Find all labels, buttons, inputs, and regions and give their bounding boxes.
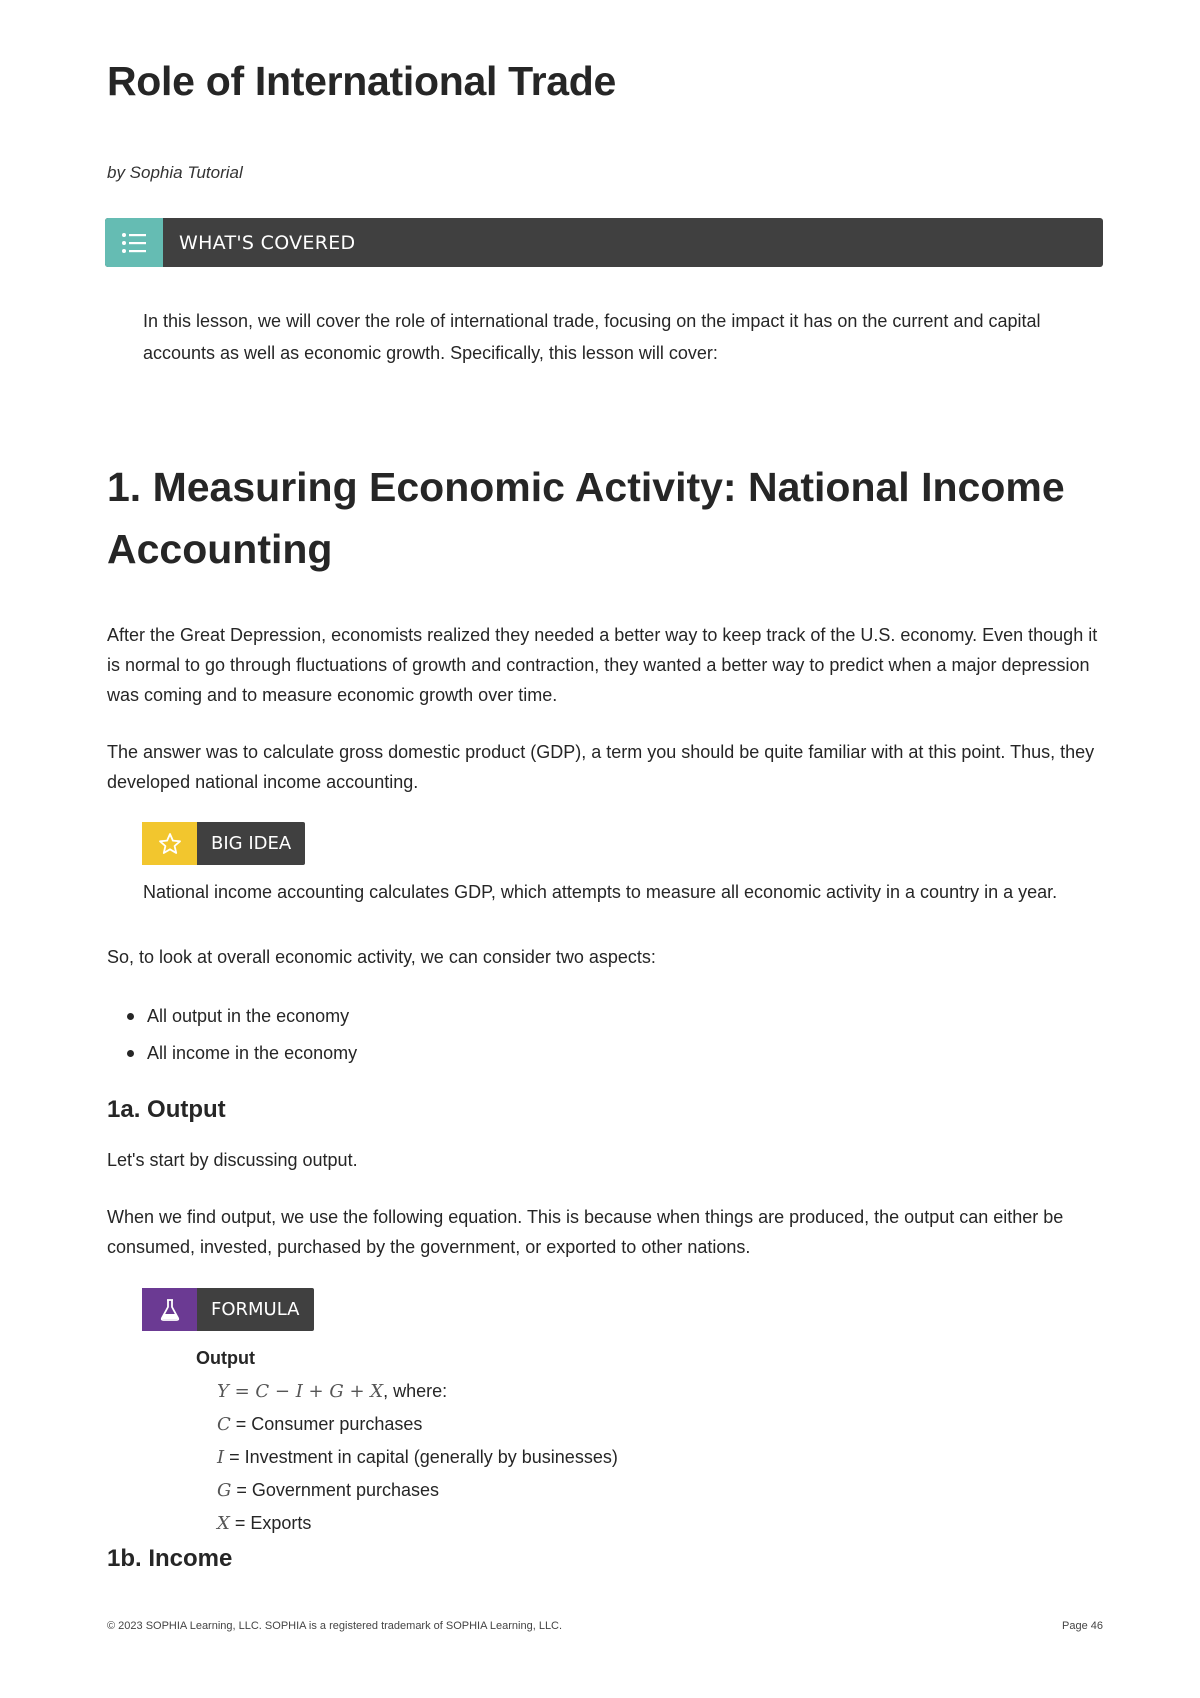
- whats-covered-banner: [105, 218, 1103, 267]
- formula-equation-suffix: , where:: [383, 1381, 448, 1401]
- big-idea-label: BIG IDEA: [211, 833, 292, 854]
- footer-page-number: Page 46: [1062, 1620, 1103, 1632]
- formula-icon-box: [142, 1288, 197, 1331]
- formula-equation: Y = C − I + G + X: [217, 1381, 384, 1402]
- term-symbol: I: [217, 1447, 225, 1468]
- section-1b-heading: 1b. Income: [107, 1545, 233, 1572]
- section-1a-heading: 1a. Output: [107, 1096, 226, 1123]
- list-item: All output in the economy: [107, 998, 357, 1035]
- formula-banner: [142, 1288, 314, 1331]
- term-definition: = Consumer purchases: [230, 1414, 423, 1434]
- formula-definitions: [217, 1375, 618, 1540]
- star-icon: [158, 832, 182, 856]
- whats-covered-text: In this lesson, we will cover the role of international trade, focusing on the impact it has on the current and capital accounts as well as economic growth. Specifically, this lesson will cover:: [143, 311, 1041, 363]
- list-icon: [121, 232, 147, 254]
- term-definition: = Exports: [229, 1513, 312, 1533]
- byline: by Sophia Tutorial: [107, 163, 243, 182]
- whats-covered-label: WHAT'S COVERED: [179, 231, 356, 254]
- list-item: All income in the economy: [107, 1035, 357, 1072]
- big-idea-icon-box: [142, 822, 197, 865]
- formula-equation-line: [217, 1375, 618, 1408]
- footer-copyright: © 2023 SOPHIA Learning, LLC. SOPHIA is a registered trademark of SOPHIA Learning, LLC.: [107, 1620, 563, 1632]
- big-idea-text: National income accounting calculates GDP, which attempts to measure all economic activity in a country in a year.: [143, 882, 1058, 902]
- term-symbol: C: [217, 1414, 231, 1435]
- section-1-paragraph-1: After the Great Depression, economists realized they needed a better way to keep track of the U.S. economy. Even though it is normal to go through fluctuations of growth and contraction, they wanted a better way to predict when a major depression was coming and to measure economic growth over time.: [107, 625, 1098, 705]
- aspects-intro: So, to look at overall economic activity, we can consider two aspects:: [107, 947, 656, 967]
- term-definition: = Investment in capital (generally by businesses): [224, 1447, 618, 1467]
- formula-term-g: [217, 1474, 618, 1507]
- term-symbol: G: [217, 1480, 232, 1501]
- whats-covered-icon-box: [105, 218, 163, 267]
- term-definition: = Government purchases: [231, 1480, 439, 1500]
- flask-icon: [159, 1298, 181, 1322]
- page-footer: [107, 1620, 1103, 1632]
- aspects-list: [107, 998, 357, 1072]
- section-1a-paragraph-2: When we find output, we use the following equation. This is because when things are produced, the output can either be consumed, invested, purchased by the government, or exported to other nations.: [107, 1207, 1064, 1257]
- section-1-paragraph-2: The answer was to calculate gross domestic product (GDP), a term you should be quite familiar with at this point. Thus, they developed national income accounting.: [107, 742, 1095, 792]
- section-1a-paragraph-1: Let's start by discussing output.: [107, 1150, 358, 1170]
- formula-term-c: [217, 1408, 618, 1441]
- formula-title: Output: [196, 1348, 255, 1368]
- term-symbol: X: [217, 1513, 230, 1534]
- big-idea-banner: [142, 822, 305, 865]
- document-title: Role of International Trade: [107, 58, 617, 104]
- formula-label: FORMULA: [211, 1299, 300, 1320]
- formula-term-x: [217, 1507, 618, 1540]
- formula-term-i: [217, 1441, 618, 1474]
- section-1-heading: 1. Measuring Economic Activity: National Income Accounting: [107, 464, 1065, 572]
